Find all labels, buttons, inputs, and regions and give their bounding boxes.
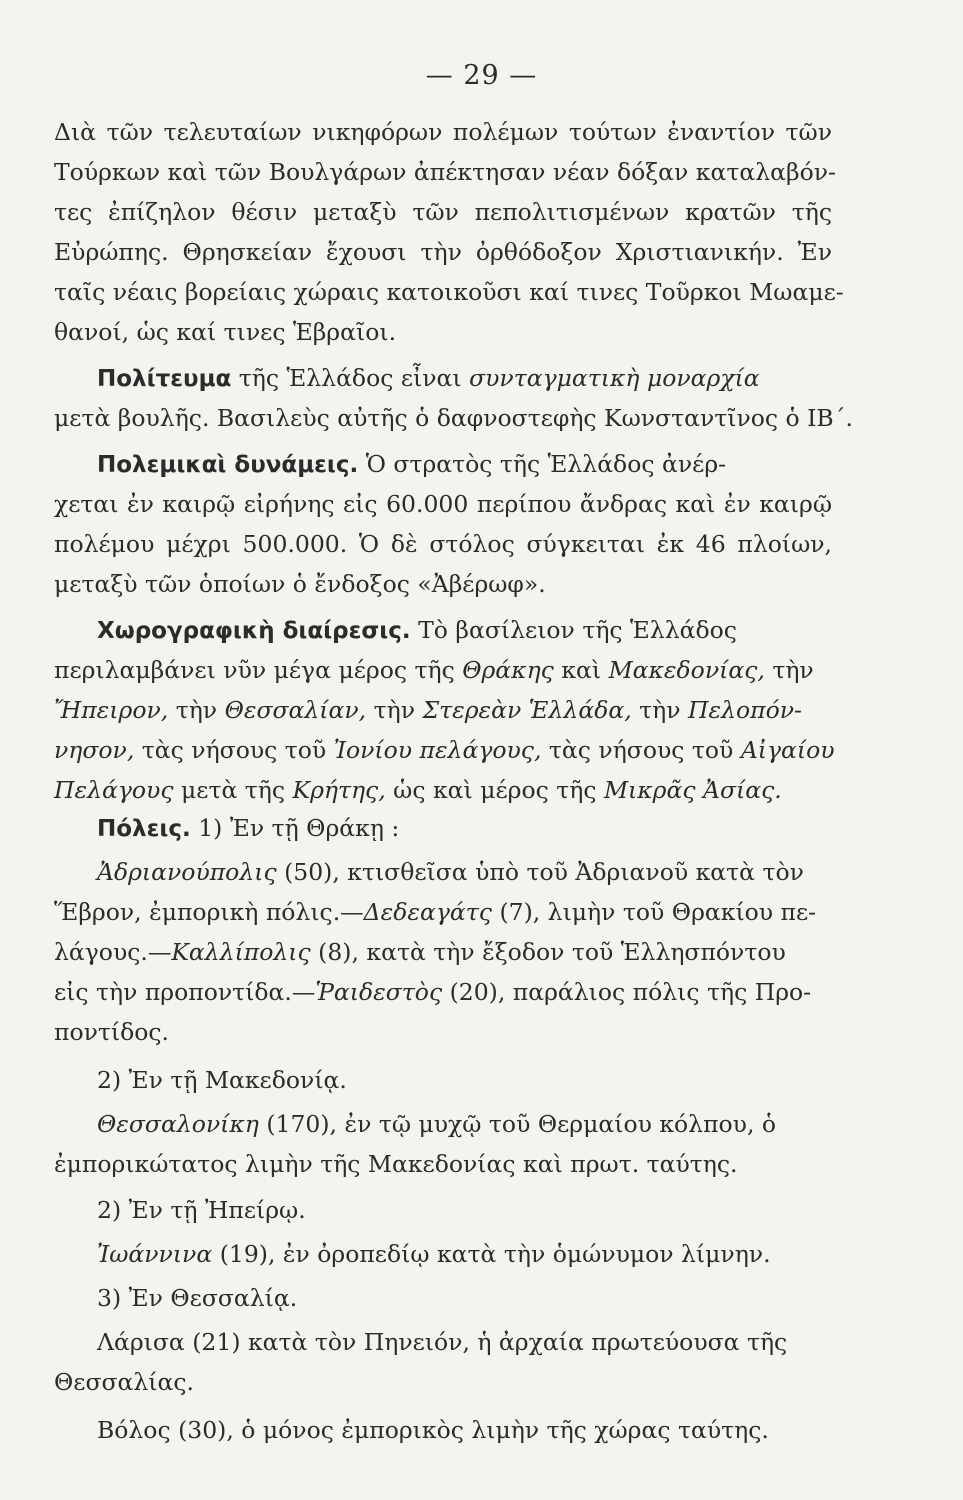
region-heading: 2) Ἐν τῇ Μακεδονίᾳ.	[97, 1066, 347, 1094]
text-line: πολέμου μέχρι 500.000. Ὁ δὲ στόλος σύγκειται ἐκ 46 πλοίων,	[54, 530, 832, 558]
section-heading-politeuma: Πολίτευμα	[97, 366, 232, 392]
text-line: ταῖς νέαις βορείαις χώραις κατοικοῦσι καί τινες Τοῦρκοι Μωαμε-	[54, 278, 844, 306]
text-line: Βόλος (30), ὁ μόνος ἐμπορικὸς λιμὴν τῆς χώρας ταύτης.	[97, 1416, 769, 1444]
city-name: Ἀδριανούπολις	[97, 858, 277, 886]
region-heading: 3) Ἐν Θεσσαλίᾳ.	[97, 1284, 298, 1312]
text-line: νησον, τὰς νήσους τοῦ Ἰονίου πελάγους, τὰς νήσους τοῦ Αἰγαίου	[54, 736, 835, 764]
city-name: Ἰωάννινα	[97, 1240, 213, 1268]
text-line: Ἰωάννινα (19), ἐν ὀροπεδίῳ κατὰ τὴν ὁμώνυμον λίμνην.	[97, 1240, 771, 1268]
text-line: Θεσσαλονίκη (170), ἐν τῷ μυχῷ τοῦ Θερμαίου κόλπου, ὁ	[97, 1110, 777, 1138]
text-line: εἰς τὴν προποντίδα.—Ῥαιδεστὸς (20), παράλιος πόλις τῆς Προ-	[54, 978, 812, 1006]
text-line: χεται ἐν καιρῷ εἰρήνης εἰς 60.000 περίπου ἄνδρας καὶ ἐν καιρῷ	[54, 490, 832, 518]
cities-paragraph-line: Πόλεις. 1) Ἐν τῇ Θράκῃ :	[97, 814, 400, 842]
text-line: Θεσσαλίας.	[54, 1368, 195, 1396]
text-line: Τούρκων καὶ τῶν Βουλγάρων ἀπέκτησαν νέαν δόξαν καταλαβόν-	[54, 158, 836, 186]
text-line: Λάρισα (21) κατὰ τὸν Πηνειόν, ἡ ἀρχαία πρωτεύουσα τῆς	[97, 1328, 788, 1356]
text-line: Πελάγους μετὰ τῆς Κρήτης, ὡς καὶ μέρος τῆς Μικρᾶς Ἀσίας.	[54, 776, 782, 804]
text-line: περιλαμβάνει νῦν μέγα μέρος τῆς Θράκης καὶ Μακεδονίας, τὴν	[54, 656, 814, 684]
city-name: Θεσσαλονίκη	[97, 1110, 259, 1138]
text-line: λάγους.—Καλλίπολις (8), κατὰ τὴν ἔξοδον τοῦ Ἑλλησπόντου	[54, 938, 786, 966]
text-line: ἐμπορικώτατος λιμὴν τῆς Μακεδονίας καὶ πρωτ. ταύτης.	[54, 1150, 738, 1178]
city-name: Ῥαιδεστὸς	[315, 978, 443, 1006]
page-number: — 29 —	[425, 60, 538, 91]
text-line: μετὰ βουλῆς. Βασιλεὺς αὐτῆς ὁ δαφνοστεφὴς Κωνσταντῖνος ὁ ΙΒ΄.	[54, 404, 853, 432]
military-paragraph-line: Πολεμικαὶ δυνάμεις. Ὁ στρατὸς τῆς Ἑλλάδος ἀνέρ-	[97, 450, 727, 478]
section-heading-military: Πολεμικαὶ δυνάμεις.	[97, 452, 359, 478]
text-line: Ἕβρον, ἐμπορικὴ πόλις.—Δεδεαγάτς (7), λιμὴν τοῦ Θρακίου πε-	[54, 898, 817, 926]
text-line: Εὐρώπης. Θρησκείαν ἔχουσι τὴν ὀρθόδοξον Χριστιανικήν. Ἐν	[54, 238, 832, 266]
city-name: Καλλίπολις	[171, 938, 311, 966]
section-heading-cities: Πόλεις.	[97, 816, 191, 842]
text-line: Ἀδριανούπολις (50), κτισθεῖσα ὑπὸ τοῦ Ἀδριανοῦ κατὰ τὸν	[97, 858, 804, 886]
text-line: Ἤπειρον, τὴν Θεσσαλίαν, τὴν Στερεὰν Ἑλλάδα, τὴν Πελοπόν-	[54, 696, 802, 724]
text-line: ποντίδος.	[54, 1018, 170, 1046]
text-line: Διὰ τῶν τελευταίων νικηφόρων πολέμων τούτων ἐναντίον τῶν	[54, 118, 832, 146]
city-name: Δεδεαγάτς	[363, 898, 492, 926]
divisions-paragraph-line: Χωρογραφικὴ διαίρεσις. Τὸ βασίλειον τῆς Ἑλλάδος	[97, 616, 737, 644]
text-line: μεταξὺ τῶν ὁποίων ὁ ἔνδοξος «Ἀβέρωφ».	[54, 570, 546, 598]
text-line: θανοί, ὡς καί τινες Ἑβραῖοι.	[54, 318, 397, 346]
section-heading-divisions: Χωρογραφικὴ διαίρεσις.	[97, 618, 411, 644]
text-line: τες ἐπίζηλον θέσιν μεταξὺ τῶν πεπολιτισμένων κρατῶν τῆς	[54, 198, 832, 226]
politeuma-paragraph-line: Πολίτευμα τῆς Ἑλλάδος εἶναι συνταγματικὴ μοναρχία	[97, 364, 760, 392]
region-heading: 2) Ἐν τῇ Ἠπείρῳ.	[97, 1196, 306, 1224]
